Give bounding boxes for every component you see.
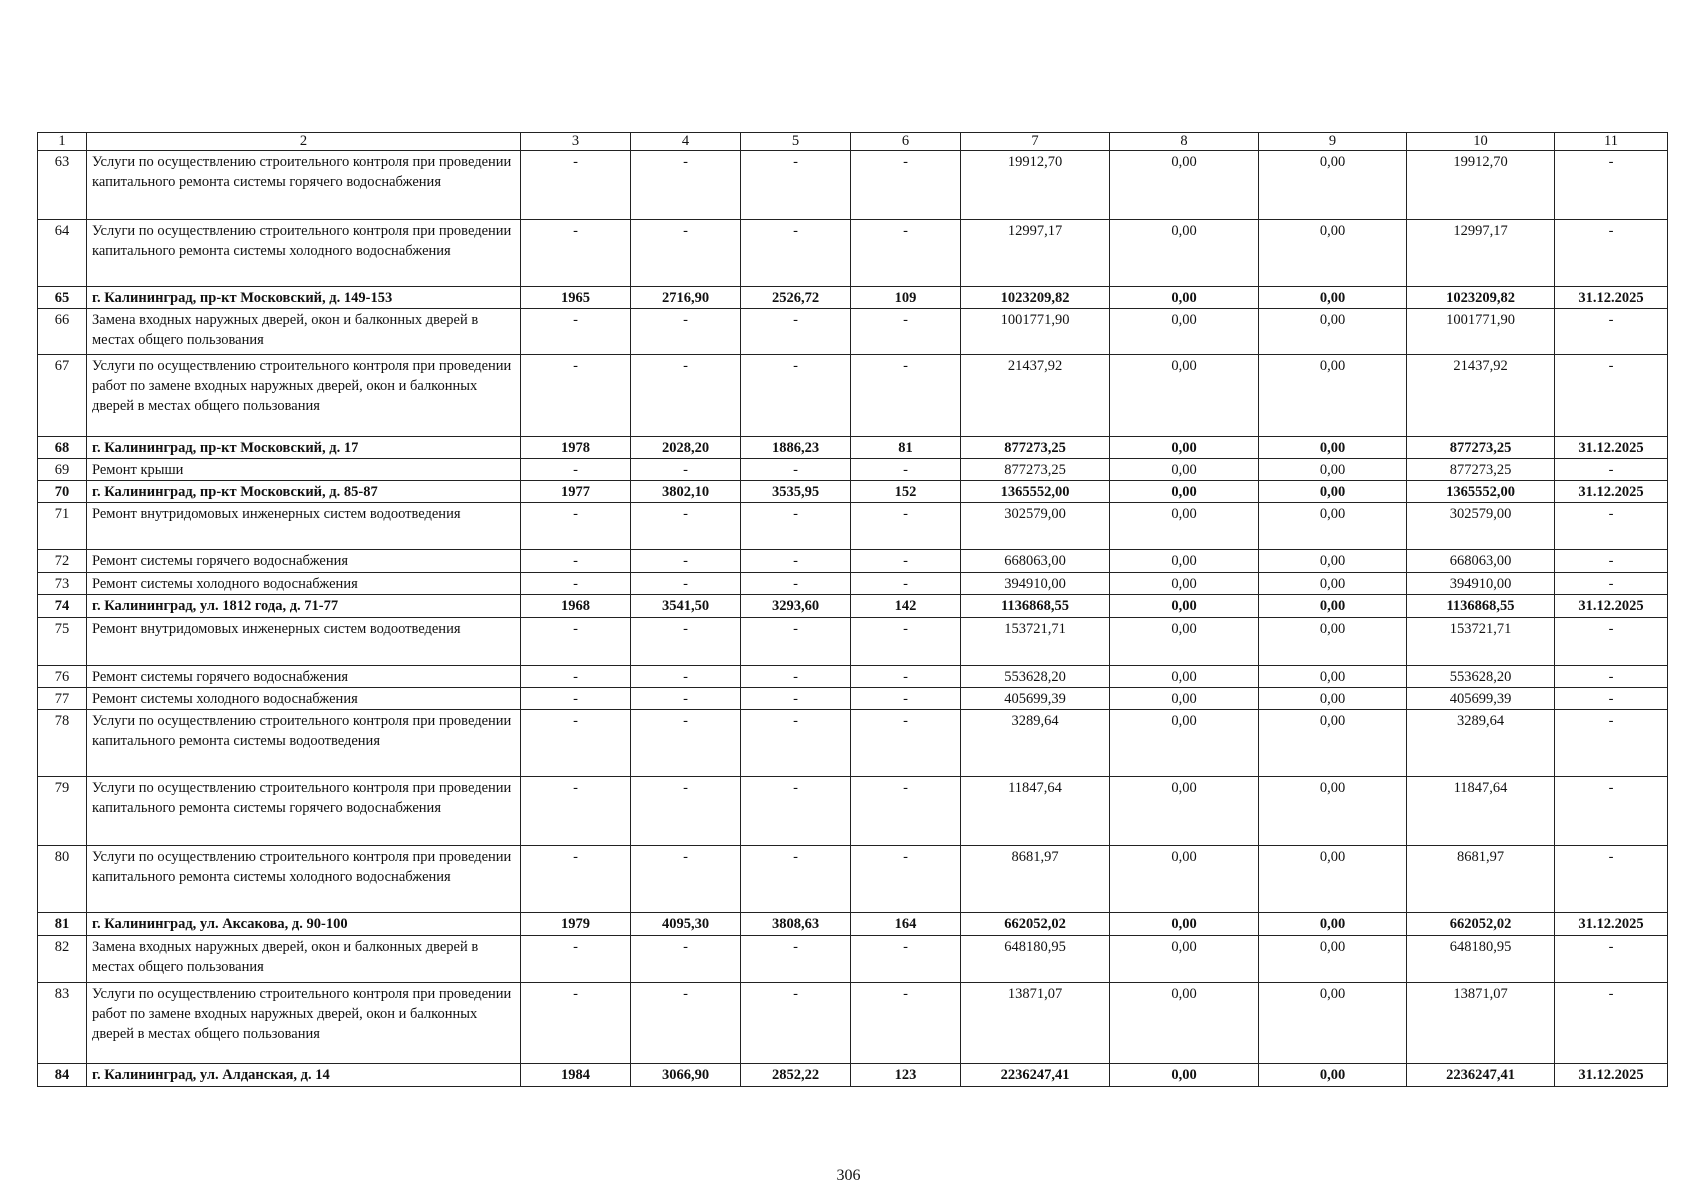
row-number-cell: 83 xyxy=(38,983,87,1064)
year-built-cell: - xyxy=(521,710,631,777)
residential-area-cell: - xyxy=(741,710,851,777)
work-name-cell: г. Калининград, пр-кт Московский, д. 149-153 xyxy=(87,287,521,309)
other-cost-cell: 0,00 xyxy=(1259,913,1407,936)
completion-date-cell: - xyxy=(1555,710,1668,777)
residents-count-cell: - xyxy=(851,688,961,710)
regional-fund-cost-cell: 877273,25 xyxy=(1407,437,1555,459)
regional-fund-cost-cell: 553628,20 xyxy=(1407,666,1555,688)
total-area-cell: - xyxy=(631,710,741,777)
work-row xyxy=(38,309,1668,355)
total-area-cell: - xyxy=(631,777,741,846)
work-name-cell: г. Калининград, пр-кт Московский, д. 17 xyxy=(87,437,521,459)
residential-area-cell: - xyxy=(741,846,851,913)
total-area-cell: - xyxy=(631,618,741,666)
completion-date-cell: - xyxy=(1555,459,1668,481)
completion-date-cell: - xyxy=(1555,573,1668,595)
total-area-cell: - xyxy=(631,550,741,573)
other-cost-cell: 0,00 xyxy=(1259,710,1407,777)
total-area-cell: - xyxy=(631,151,741,220)
total-cost-cell: 13871,07 xyxy=(961,983,1110,1064)
residents-count-cell: 81 xyxy=(851,437,961,459)
work-row xyxy=(38,220,1668,287)
other-cost-cell: 0,00 xyxy=(1259,1064,1407,1087)
column-header: 1 xyxy=(38,133,87,151)
total-cost-cell: 19912,70 xyxy=(961,151,1110,220)
regional-fund-cost-cell: 13871,07 xyxy=(1407,983,1555,1064)
work-name-cell: г. Калининград, ул. Алданская, д. 14 xyxy=(87,1064,521,1087)
residential-area-cell: 2526,72 xyxy=(741,287,851,309)
fund-cost-cell: 0,00 xyxy=(1110,666,1259,688)
regional-fund-cost-cell: 1365552,00 xyxy=(1407,481,1555,503)
residential-area-cell: 1886,23 xyxy=(741,437,851,459)
work-row xyxy=(38,618,1668,666)
other-cost-cell: 0,00 xyxy=(1259,573,1407,595)
year-built-cell: 1979 xyxy=(521,913,631,936)
total-area-cell: 3066,90 xyxy=(631,1064,741,1087)
column-header: 11 xyxy=(1555,133,1668,151)
work-row xyxy=(38,846,1668,913)
year-built-cell: - xyxy=(521,309,631,355)
total-cost-cell: 405699,39 xyxy=(961,688,1110,710)
row-number-cell: 76 xyxy=(38,666,87,688)
residents-count-cell: 142 xyxy=(851,595,961,618)
row-number-cell: 73 xyxy=(38,573,87,595)
work-name-cell: г. Калининград, ул. 1812 года, д. 71-77 xyxy=(87,595,521,618)
residents-count-cell: - xyxy=(851,618,961,666)
year-built-cell: - xyxy=(521,983,631,1064)
work-name-cell: Услуги по осуществлению строительного контроля при проведении капитального ремонта системы холодного водоснабжения xyxy=(87,220,521,287)
fund-cost-cell: 0,00 xyxy=(1110,151,1259,220)
fund-cost-cell: 0,00 xyxy=(1110,437,1259,459)
other-cost-cell: 0,00 xyxy=(1259,666,1407,688)
work-row xyxy=(38,573,1668,595)
work-row xyxy=(38,936,1668,983)
total-area-cell: - xyxy=(631,666,741,688)
work-name-cell: Ремонт внутридомовых инженерных систем водоотведения xyxy=(87,618,521,666)
residents-count-cell: - xyxy=(851,983,961,1064)
regional-fund-cost-cell: 405699,39 xyxy=(1407,688,1555,710)
completion-date-cell: - xyxy=(1555,936,1668,983)
total-cost-cell: 662052,02 xyxy=(961,913,1110,936)
work-row xyxy=(38,459,1668,481)
completion-date-cell: - xyxy=(1555,666,1668,688)
column-header: 9 xyxy=(1259,133,1407,151)
residents-count-cell: - xyxy=(851,503,961,550)
total-cost-cell: 877273,25 xyxy=(961,437,1110,459)
work-row xyxy=(38,710,1668,777)
year-built-cell: 1984 xyxy=(521,1064,631,1087)
regional-fund-cost-cell: 21437,92 xyxy=(1407,355,1555,437)
completion-date-cell: 31.12.2025 xyxy=(1555,913,1668,936)
row-number-cell: 79 xyxy=(38,777,87,846)
row-number-cell: 71 xyxy=(38,503,87,550)
total-cost-cell: 153721,71 xyxy=(961,618,1110,666)
column-header: 10 xyxy=(1407,133,1555,151)
total-cost-cell: 1001771,90 xyxy=(961,309,1110,355)
row-number-cell: 75 xyxy=(38,618,87,666)
fund-cost-cell: 0,00 xyxy=(1110,1064,1259,1087)
total-cost-cell: 2236247,41 xyxy=(961,1064,1110,1087)
residents-count-cell: - xyxy=(851,309,961,355)
residents-count-cell: - xyxy=(851,459,961,481)
completion-date-cell: - xyxy=(1555,846,1668,913)
residents-count-cell: - xyxy=(851,710,961,777)
work-name-cell: Ремонт системы холодного водоснабжения xyxy=(87,573,521,595)
work-name-cell: Ремонт системы горячего водоснабжения xyxy=(87,666,521,688)
fund-cost-cell: 0,00 xyxy=(1110,287,1259,309)
year-built-cell: - xyxy=(521,503,631,550)
total-area-cell: 3802,10 xyxy=(631,481,741,503)
work-row xyxy=(38,983,1668,1064)
column-header: 6 xyxy=(851,133,961,151)
residents-count-cell: - xyxy=(851,936,961,983)
other-cost-cell: 0,00 xyxy=(1259,595,1407,618)
total-cost-cell: 1023209,82 xyxy=(961,287,1110,309)
total-cost-cell: 394910,00 xyxy=(961,573,1110,595)
fund-cost-cell: 0,00 xyxy=(1110,936,1259,983)
year-built-cell: - xyxy=(521,573,631,595)
fund-cost-cell: 0,00 xyxy=(1110,573,1259,595)
fund-cost-cell: 0,00 xyxy=(1110,777,1259,846)
residents-count-cell: - xyxy=(851,573,961,595)
completion-date-cell: - xyxy=(1555,550,1668,573)
fund-cost-cell: 0,00 xyxy=(1110,595,1259,618)
residential-area-cell: - xyxy=(741,666,851,688)
completion-date-cell: - xyxy=(1555,777,1668,846)
other-cost-cell: 0,00 xyxy=(1259,550,1407,573)
residential-area-cell: - xyxy=(741,573,851,595)
total-area-cell: 3541,50 xyxy=(631,595,741,618)
residential-area-cell: - xyxy=(741,220,851,287)
residential-area-cell: - xyxy=(741,309,851,355)
fund-cost-cell: 0,00 xyxy=(1110,688,1259,710)
work-row xyxy=(38,151,1668,220)
other-cost-cell: 0,00 xyxy=(1259,437,1407,459)
row-number-cell: 82 xyxy=(38,936,87,983)
total-cost-cell: 1136868,55 xyxy=(961,595,1110,618)
year-built-cell: - xyxy=(521,846,631,913)
residents-count-cell: - xyxy=(851,151,961,220)
row-number-cell: 64 xyxy=(38,220,87,287)
other-cost-cell: 0,00 xyxy=(1259,618,1407,666)
work-name-cell: г. Калининград, пр-кт Московский, д. 85-87 xyxy=(87,481,521,503)
work-name-cell: Услуги по осуществлению строительного контроля при проведении капитального ремонта системы водоотведения xyxy=(87,710,521,777)
year-built-cell: - xyxy=(521,220,631,287)
completion-date-cell: - xyxy=(1555,220,1668,287)
regional-fund-cost-cell: 153721,71 xyxy=(1407,618,1555,666)
total-cost-cell: 21437,92 xyxy=(961,355,1110,437)
column-header: 4 xyxy=(631,133,741,151)
residents-count-cell: 123 xyxy=(851,1064,961,1087)
other-cost-cell: 0,00 xyxy=(1259,846,1407,913)
residential-area-cell: - xyxy=(741,151,851,220)
fund-cost-cell: 0,00 xyxy=(1110,550,1259,573)
total-area-cell: - xyxy=(631,846,741,913)
regional-fund-cost-cell: 8681,97 xyxy=(1407,846,1555,913)
row-number-cell: 72 xyxy=(38,550,87,573)
residential-area-cell: - xyxy=(741,618,851,666)
row-number-cell: 77 xyxy=(38,688,87,710)
regional-fund-cost-cell: 648180,95 xyxy=(1407,936,1555,983)
work-name-cell: Услуги по осуществлению строительного контроля при проведении работ по замене входных наружных дверей, окон и балконных дверей в местах общего пользования xyxy=(87,355,521,437)
other-cost-cell: 0,00 xyxy=(1259,481,1407,503)
address-row xyxy=(38,287,1668,309)
year-built-cell: - xyxy=(521,777,631,846)
work-name-cell: Ремонт системы горячего водоснабжения xyxy=(87,550,521,573)
residential-area-cell: 2852,22 xyxy=(741,1064,851,1087)
total-cost-cell: 648180,95 xyxy=(961,936,1110,983)
other-cost-cell: 0,00 xyxy=(1259,777,1407,846)
regional-fund-cost-cell: 662052,02 xyxy=(1407,913,1555,936)
residents-count-cell: - xyxy=(851,666,961,688)
residents-count-cell: - xyxy=(851,550,961,573)
regional-fund-cost-cell: 3289,64 xyxy=(1407,710,1555,777)
residents-count-cell: 152 xyxy=(851,481,961,503)
residential-area-cell: 3293,60 xyxy=(741,595,851,618)
residents-count-cell: - xyxy=(851,777,961,846)
completion-date-cell: 31.12.2025 xyxy=(1555,481,1668,503)
work-row xyxy=(38,550,1668,573)
completion-date-cell: - xyxy=(1555,355,1668,437)
residential-area-cell: - xyxy=(741,688,851,710)
year-built-cell: - xyxy=(521,936,631,983)
completion-date-cell: - xyxy=(1555,983,1668,1064)
regional-fund-cost-cell: 12997,17 xyxy=(1407,220,1555,287)
address-row xyxy=(38,481,1668,503)
total-cost-cell: 3289,64 xyxy=(961,710,1110,777)
row-number-cell: 74 xyxy=(38,595,87,618)
other-cost-cell: 0,00 xyxy=(1259,309,1407,355)
row-number-cell: 63 xyxy=(38,151,87,220)
year-built-cell: - xyxy=(521,459,631,481)
row-number-cell: 70 xyxy=(38,481,87,503)
total-area-cell: - xyxy=(631,220,741,287)
residential-area-cell: - xyxy=(741,355,851,437)
address-row xyxy=(38,1064,1668,1087)
total-area-cell: - xyxy=(631,459,741,481)
fund-cost-cell: 0,00 xyxy=(1110,459,1259,481)
completion-date-cell: 31.12.2025 xyxy=(1555,437,1668,459)
row-number-cell: 69 xyxy=(38,459,87,481)
column-number-row xyxy=(38,133,1668,151)
total-cost-cell: 8681,97 xyxy=(961,846,1110,913)
residents-count-cell: - xyxy=(851,220,961,287)
work-name-cell: Ремонт крыши xyxy=(87,459,521,481)
residential-area-cell: - xyxy=(741,459,851,481)
year-built-cell: 1977 xyxy=(521,481,631,503)
row-number-cell: 66 xyxy=(38,309,87,355)
work-row xyxy=(38,777,1668,846)
fund-cost-cell: 0,00 xyxy=(1110,355,1259,437)
work-row xyxy=(38,688,1668,710)
row-number-cell: 81 xyxy=(38,913,87,936)
fund-cost-cell: 0,00 xyxy=(1110,618,1259,666)
work-row xyxy=(38,355,1668,437)
other-cost-cell: 0,00 xyxy=(1259,220,1407,287)
residential-area-cell: - xyxy=(741,777,851,846)
row-number-cell: 68 xyxy=(38,437,87,459)
page-number: 306 xyxy=(836,1167,861,1184)
fund-cost-cell: 0,00 xyxy=(1110,481,1259,503)
other-cost-cell: 0,00 xyxy=(1259,151,1407,220)
work-name-cell: г. Калининград, ул. Аксакова, д. 90-100 xyxy=(87,913,521,936)
work-row xyxy=(38,666,1668,688)
address-row xyxy=(38,913,1668,936)
row-number-cell: 84 xyxy=(38,1064,87,1087)
total-cost-cell: 877273,25 xyxy=(961,459,1110,481)
year-built-cell: 1965 xyxy=(521,287,631,309)
regional-fund-cost-cell: 394910,00 xyxy=(1407,573,1555,595)
residents-count-cell: - xyxy=(851,846,961,913)
column-header: 2 xyxy=(87,133,521,151)
total-area-cell: - xyxy=(631,503,741,550)
row-number-cell: 80 xyxy=(38,846,87,913)
completion-date-cell: - xyxy=(1555,688,1668,710)
residential-area-cell: - xyxy=(741,503,851,550)
fund-cost-cell: 0,00 xyxy=(1110,710,1259,777)
year-built-cell: - xyxy=(521,550,631,573)
work-name-cell: Услуги по осуществлению строительного контроля при проведении капитального ремонта системы горячего водоснабжения xyxy=(87,777,521,846)
total-cost-cell: 668063,00 xyxy=(961,550,1110,573)
total-area-cell: 2028,20 xyxy=(631,437,741,459)
completion-date-cell: - xyxy=(1555,151,1668,220)
year-built-cell: - xyxy=(521,666,631,688)
total-cost-cell: 553628,20 xyxy=(961,666,1110,688)
document-sheet xyxy=(37,132,1667,1087)
column-header: 5 xyxy=(741,133,851,151)
total-area-cell: - xyxy=(631,983,741,1064)
other-cost-cell: 0,00 xyxy=(1259,503,1407,550)
regional-fund-cost-cell: 1001771,90 xyxy=(1407,309,1555,355)
column-header: 8 xyxy=(1110,133,1259,151)
total-area-cell: - xyxy=(631,688,741,710)
fund-cost-cell: 0,00 xyxy=(1110,503,1259,550)
total-cost-cell: 12997,17 xyxy=(961,220,1110,287)
residential-area-cell: - xyxy=(741,936,851,983)
regional-fund-cost-cell: 302579,00 xyxy=(1407,503,1555,550)
work-name-cell: Ремонт внутридомовых инженерных систем водоотведения xyxy=(87,503,521,550)
residents-count-cell: - xyxy=(851,355,961,437)
fund-cost-cell: 0,00 xyxy=(1110,913,1259,936)
total-area-cell: 2716,90 xyxy=(631,287,741,309)
fund-cost-cell: 0,00 xyxy=(1110,220,1259,287)
address-row xyxy=(38,595,1668,618)
completion-date-cell: 31.12.2025 xyxy=(1555,287,1668,309)
other-cost-cell: 0,00 xyxy=(1259,936,1407,983)
other-cost-cell: 0,00 xyxy=(1259,688,1407,710)
year-built-cell: 1968 xyxy=(521,595,631,618)
residential-area-cell: 3808,63 xyxy=(741,913,851,936)
year-built-cell: - xyxy=(521,151,631,220)
year-built-cell: 1978 xyxy=(521,437,631,459)
work-name-cell: Услуги по осуществлению строительного контроля при проведении работ по замене входных наружных дверей, окон и балконных дверей в местах общего пользования xyxy=(87,983,521,1064)
residential-area-cell: - xyxy=(741,983,851,1064)
capital-repair-table xyxy=(37,132,1668,1087)
regional-fund-cost-cell: 1023209,82 xyxy=(1407,287,1555,309)
completion-date-cell: 31.12.2025 xyxy=(1555,1064,1668,1087)
regional-fund-cost-cell: 877273,25 xyxy=(1407,459,1555,481)
regional-fund-cost-cell: 11847,64 xyxy=(1407,777,1555,846)
total-area-cell: - xyxy=(631,309,741,355)
work-name-cell: Услуги по осуществлению строительного контроля при проведении капитального ремонта системы холодного водоснабжения xyxy=(87,846,521,913)
regional-fund-cost-cell: 1136868,55 xyxy=(1407,595,1555,618)
fund-cost-cell: 0,00 xyxy=(1110,983,1259,1064)
year-built-cell: - xyxy=(521,355,631,437)
completion-date-cell: - xyxy=(1555,618,1668,666)
work-name-cell: Ремонт системы холодного водоснабжения xyxy=(87,688,521,710)
row-number-cell: 78 xyxy=(38,710,87,777)
total-area-cell: - xyxy=(631,573,741,595)
fund-cost-cell: 0,00 xyxy=(1110,846,1259,913)
other-cost-cell: 0,00 xyxy=(1259,287,1407,309)
work-name-cell: Замена входных наружных дверей, окон и балконных дверей в местах общего пользования xyxy=(87,309,521,355)
residents-count-cell: 109 xyxy=(851,287,961,309)
total-area-cell: 4095,30 xyxy=(631,913,741,936)
total-area-cell: - xyxy=(631,936,741,983)
work-row xyxy=(38,503,1668,550)
total-cost-cell: 302579,00 xyxy=(961,503,1110,550)
row-number-cell: 65 xyxy=(38,287,87,309)
completion-date-cell: 31.12.2025 xyxy=(1555,595,1668,618)
column-header: 7 xyxy=(961,133,1110,151)
completion-date-cell: - xyxy=(1555,503,1668,550)
work-name-cell: Замена входных наружных дверей, окон и балконных дверей в местах общего пользования xyxy=(87,936,521,983)
column-header: 3 xyxy=(521,133,631,151)
residential-area-cell: - xyxy=(741,550,851,573)
address-row xyxy=(38,437,1668,459)
residents-count-cell: 164 xyxy=(851,913,961,936)
residential-area-cell: 3535,95 xyxy=(741,481,851,503)
work-name-cell: Услуги по осуществлению строительного контроля при проведении капитального ремонта системы горячего водоснабжения xyxy=(87,151,521,220)
total-area-cell: - xyxy=(631,355,741,437)
fund-cost-cell: 0,00 xyxy=(1110,309,1259,355)
other-cost-cell: 0,00 xyxy=(1259,355,1407,437)
total-cost-cell: 11847,64 xyxy=(961,777,1110,846)
regional-fund-cost-cell: 19912,70 xyxy=(1407,151,1555,220)
year-built-cell: - xyxy=(521,688,631,710)
other-cost-cell: 0,00 xyxy=(1259,983,1407,1064)
total-cost-cell: 1365552,00 xyxy=(961,481,1110,503)
year-built-cell: - xyxy=(521,618,631,666)
other-cost-cell: 0,00 xyxy=(1259,459,1407,481)
row-number-cell: 67 xyxy=(38,355,87,437)
completion-date-cell: - xyxy=(1555,309,1668,355)
regional-fund-cost-cell: 668063,00 xyxy=(1407,550,1555,573)
regional-fund-cost-cell: 2236247,41 xyxy=(1407,1064,1555,1087)
